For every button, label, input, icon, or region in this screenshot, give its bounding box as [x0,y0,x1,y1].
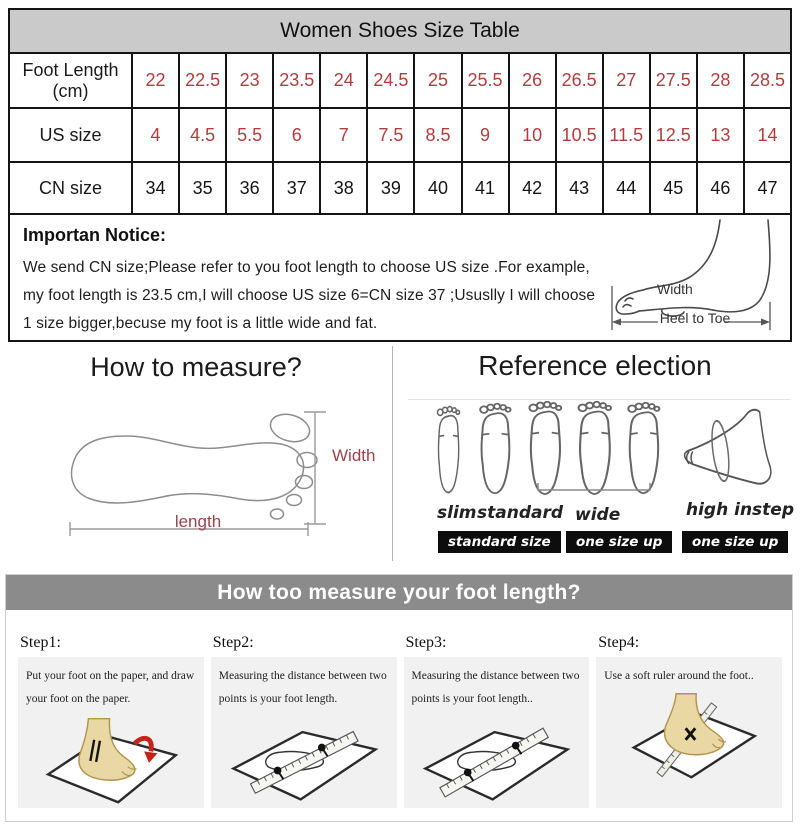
size-cell: 27.5 [649,54,696,107]
badge-one-size-up: one size up [682,531,788,553]
soft-ruler-around-foot-illustration [603,688,775,784]
table-row-cn-size [10,161,790,213]
table-row-foot-length [10,54,790,107]
label-high-instep: high instep [686,500,794,520]
heel-to-toe-label: Heel to Toe [659,310,731,326]
size-cell: 7.5 [366,109,413,161]
size-cell: 22 [131,54,178,107]
size-cell: 23 [225,54,272,107]
size-cell: 26.5 [555,54,602,107]
size-cell: 41 [461,163,508,213]
notice-heading: Importan Notice: [23,225,167,245]
step-card [211,657,397,808]
footprint-standard-sketch [474,401,518,501]
size-cell: 36 [225,163,272,213]
size-cell: 35 [178,163,225,213]
heel-to-toe-diagram [600,215,790,348]
section-divider [392,346,393,561]
size-cell: 9 [461,109,508,161]
size-cell: 5.5 [225,109,272,161]
step-label: Step1: [20,634,61,651]
size-cell: 6 [272,109,319,161]
step-card [18,657,204,808]
step-label: Step3: [405,634,447,651]
foot-on-paper-illustration [25,711,197,807]
step-4 [596,634,782,808]
reference-selection-title: Reference election [478,350,712,381]
step-card [596,657,782,808]
size-cell: 24.5 [366,54,413,107]
size-cell: 7 [319,109,366,161]
size-cell: 24 [319,54,366,107]
size-table-box [8,8,792,342]
foot-width-label: Width [657,281,693,297]
size-cell: 25.5 [461,54,508,107]
notice-line: my foot length is 23.5 cm,I will choose US size 6=CN size 37 ;Ususlly I will choose [23,287,596,304]
size-cell: 27 [602,54,649,107]
footprint-slim-sketch [433,404,465,500]
how-to-measure-title: How to measure? [90,352,302,382]
step-label: Step2: [212,634,254,651]
size-cell: 43 [555,163,602,213]
size-cell: 34 [131,163,178,213]
step-text: Measuring the distance between two points is your foot length.. [411,670,580,705]
steps-section-title: How too measure your foot length? [6,575,792,610]
size-cell: 26 [508,54,555,107]
step-card [404,657,590,808]
step-1 [18,634,204,808]
table-row-us-size [10,107,790,161]
step-text: Use a soft ruler around the foot.. [604,670,754,682]
badge-standard-size: standard size [438,531,561,553]
badge-one-size-up: one size up [566,531,672,553]
size-cell: 12.5 [649,109,696,161]
notice-text [10,215,600,348]
step-2 [211,634,397,808]
ruler-on-outline-illustration [218,711,390,807]
size-cell: 37 [272,163,319,213]
size-cell: 4 [131,109,178,161]
size-cell: 28 [696,54,743,107]
size-cell: 42 [508,163,555,213]
width-measure-label: Width [332,446,376,465]
size-cell: 40 [413,163,460,213]
step-label: Step4: [598,634,640,651]
size-cell: 23.5 [272,54,319,107]
size-cell: 13 [696,109,743,161]
size-cell: 8.5 [413,109,460,161]
label-standard: standard [477,503,564,523]
steps-row [6,610,792,808]
label-wide: wide [575,505,621,525]
step-3 [404,634,590,808]
size-cell: 47 [743,163,790,213]
row-label: CN size [38,177,102,198]
size-table-title: Women Shoes Size Table [10,10,790,54]
length-measure-label: length [174,512,222,531]
ruler-on-outline-illustration [410,711,582,807]
step-text: Put your foot on the paper, and draw your foot on the paper. [26,670,195,705]
label-slim: slim [437,503,477,523]
important-notice [10,213,790,348]
size-cell: 38 [319,163,366,213]
notice-line: 1 size bigger,becuse my foot is a little wide and fat. [23,315,378,332]
size-cell: 39 [366,163,413,213]
size-cell: 10 [508,109,555,161]
foot-length-steps-box [5,574,793,822]
size-cell: 46 [696,163,743,213]
size-cell: 25 [413,54,460,107]
size-cell: 45 [649,163,696,213]
size-cell: 44 [602,163,649,213]
size-cell: 28.5 [743,54,790,107]
size-cell: 10.5 [555,109,602,161]
size-cell: 14 [743,109,790,161]
size-cell: 22.5 [178,54,225,107]
notice-line: We send CN size;Please refer to you foot length to choose US size .For example, [23,259,590,276]
size-cell: 4.5 [178,109,225,161]
wide-bracket [537,483,651,493]
row-label: US size [39,124,102,145]
row-label: Foot Length (cm) [22,59,119,101]
step-text: Measuring the distance between two points is your foot length. [218,670,387,705]
size-cell: 11.5 [602,109,649,161]
high-instep-foot-sketch [670,407,782,495]
